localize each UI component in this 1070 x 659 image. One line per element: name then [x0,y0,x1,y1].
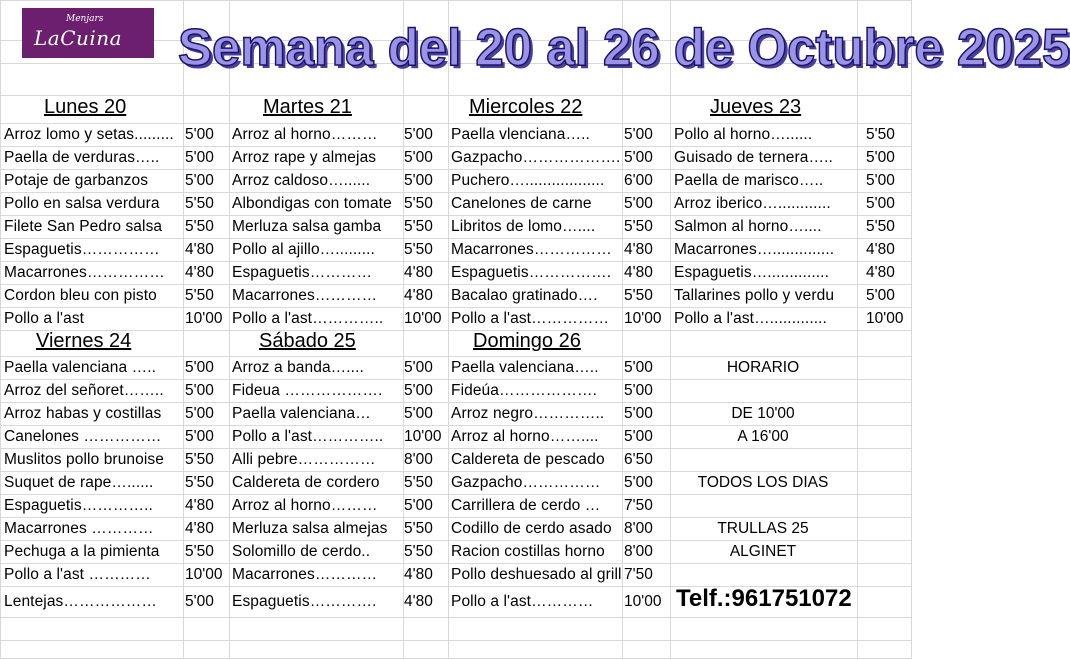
dish-name: Espaguetis…………… [4,241,160,258]
schedule-line: ALGINET [729,543,797,560]
dish-price: 4'80 [404,264,433,281]
dish-price: 8'00 [404,451,433,468]
day-header: Lunes 20 [44,96,127,118]
dish-price: 5'50 [185,543,214,560]
dish-price: 10'00 [404,428,442,445]
dish-price: 4'80 [624,241,653,258]
dish-name: Arroz lomo y setas......... [4,126,174,143]
dish-name: Gazpacho…………… [451,474,601,491]
dish-price: 5'50 [404,520,433,537]
dish-name: Paella de marisco….. [674,172,824,189]
dish-name: Pollo deshuesado al grill [451,566,622,583]
logo-main-text: LaCuina [34,26,123,50]
dish-price: 10'00 [624,310,662,327]
dish-name: Paella vlenciana….. [451,126,590,143]
dish-price: 5'50 [404,218,433,235]
logo-small-text: Menjars [66,14,104,24]
dish-name: Paella valenciana… [232,405,371,422]
dish-name: Paella valenciana….. [451,359,599,376]
dish-price: 4'80 [185,264,214,281]
dish-price: 5'00 [404,172,433,189]
dish-name: Espaguetis………….. [4,497,153,514]
dish-name: Alli pebre…………… [232,451,376,468]
dish-name: Macarrones…………… [451,241,612,258]
dish-price: 5'00 [404,149,433,166]
dish-name: Espaguetis……………. [451,264,612,281]
dish-price: 4'80 [185,241,214,258]
schedule-line: DE 10'00 [731,405,795,422]
dish-name: Solomillo de cerdo.. [232,543,371,560]
schedule-line: HORARIO [726,359,800,376]
dish-name: Merluza salsa almejas [232,520,388,537]
dish-name: Pollo a l'ast [4,310,85,327]
dish-price: 5'50 [185,474,214,491]
dish-name: Filete San Pedro salsa [4,218,163,235]
dish-name: Lentejas……………… [4,593,158,610]
day-header: Viernes 24 [36,330,132,352]
dish-price: 5'00 [185,149,214,166]
dish-name: Macarrones………… [232,566,378,583]
dish-name: Pollo al ajillo…......... [232,241,375,258]
dish-price: 5'00 [185,126,214,143]
dish-name: Arroz del señoret…….. [4,382,164,399]
dish-price: 10'00 [185,310,223,327]
dish-price: 5'50 [185,287,214,304]
dish-name: Guisado de ternera….. [674,149,833,166]
schedule-line: A 16'00 [737,428,789,445]
dish-name: Pollo a l'ast………….. [232,310,384,327]
grid-hline [0,617,912,618]
dish-name: Arroz caldoso…...... [232,172,371,189]
dish-name: Gazpacho………………. [451,149,621,166]
dish-price: 5'00 [624,405,653,422]
dish-name: Macarrones…………… [4,264,165,281]
restaurant-logo [22,8,154,58]
dish-price: 7'50 [624,566,653,583]
dish-price: 4'80 [866,241,895,258]
dish-name: Arroz iberico…............ [674,195,831,212]
dish-price: 5'00 [404,126,433,143]
dish-price: 5'00 [185,593,214,610]
dish-price: 5'50 [624,287,653,304]
dish-price: 5'00 [866,195,895,212]
day-header: Miercoles 22 [469,96,583,118]
grid-hline [0,330,912,331]
dish-name: Libritos de lomo….... [451,218,596,235]
dish-name: Potaje de garbanzos [4,172,149,189]
dish-price: 10'00 [185,566,223,583]
dish-name: Carrillera de cerdo … [451,497,601,514]
dish-name: Espaguetis………… [232,264,373,281]
dish-price: 5'00 [404,359,433,376]
dish-name: Fideúa………………. [451,382,597,399]
dish-name: Muslitos pollo brunoise [4,451,164,468]
dish-price: 7'50 [624,497,653,514]
dish-price: 4'80 [866,264,895,281]
dish-price: 4'80 [624,264,653,281]
dish-name: Macarrones………… [232,287,378,304]
dish-price: 5'50 [866,218,895,235]
dish-name: Espaguetis….............. [674,264,829,281]
dish-price: 5'00 [404,405,433,422]
dish-price: 4'80 [185,520,214,537]
dish-price: 5'00 [866,149,895,166]
dish-price: 5'50 [404,543,433,560]
dish-price: 5'50 [404,195,433,212]
dish-price: 5'50 [404,474,433,491]
dish-name: Macarrones….............. [674,241,835,258]
dish-name: Merluza salsa gamba [232,218,382,235]
dish-name: Caldereta de pescado [451,451,605,468]
dish-name: Pollo al horno…...... [674,126,813,143]
dish-price: 4'80 [185,497,214,514]
dish-name: Suquet de rape…...... [4,474,154,491]
schedule-line: TRULLAS 25 [717,520,809,537]
dish-price: 10'00 [866,310,904,327]
dish-price: 5'50 [404,241,433,258]
dish-name: Albondigas con tomate [232,195,392,212]
dish-price: 5'00 [185,405,214,422]
dish-name: Arroz al horno…….... [451,428,599,445]
dish-name: Bacalao gratinado…. [451,287,598,304]
dish-name: Pechuga a la pimienta [4,543,160,560]
grid-hline [0,0,912,1]
dish-price: 5'50 [866,126,895,143]
dish-name: Arroz a banda….... [232,359,364,376]
dish-name: Arroz negro………….. [451,405,605,422]
dish-name: Puchero….................. [451,172,605,189]
schedule-line: TODOS LOS DIAS [697,474,829,491]
dish-price: 6'50 [624,451,653,468]
dish-name: Canelones …………… [4,428,162,445]
dish-name: Cordon bleu con pisto [4,287,157,304]
dish-name: Arroz al horno……… [232,126,378,143]
dish-name: Pollo a l'ast………… [451,593,594,610]
page-title: Semana del 20 al 26 de Octubre 2025 [178,19,1070,77]
dish-price: 5'00 [624,195,653,212]
day-header: Martes 21 [263,96,352,118]
day-header: Sábado 25 [259,330,356,352]
dish-name: Macarrones ………… [4,520,154,537]
dish-price: 4'80 [404,287,433,304]
dish-price: 5'00 [866,287,895,304]
grid-hline [0,640,912,641]
dish-price: 5'50 [624,218,653,235]
dish-name: Paella de verduras….. [4,149,160,166]
dish-price: 5'00 [624,382,653,399]
dish-name: Espaguetis…………. [232,593,377,610]
dish-name: Pollo a l'ast………….. [232,428,384,445]
dish-price: 5'50 [185,451,214,468]
dish-name: Codillo de cerdo asado [451,520,612,537]
dish-price: 5'00 [624,474,653,491]
phone-number: Telf.:961751072 [676,585,852,612]
dish-price: 5'00 [185,359,214,376]
dish-price: 10'00 [624,593,662,610]
dish-name: Pollo a l'ast…............. [674,310,827,327]
dish-price: 5'00 [185,172,214,189]
dish-price: 5'00 [624,149,653,166]
dish-name: Fideua ………………. [232,382,383,399]
dish-name: Arroz rape y almejas [232,149,377,166]
dish-price: 4'80 [404,566,433,583]
dish-price: 5'00 [624,359,653,376]
dish-price: 5'00 [404,382,433,399]
dish-name: Racion costillas horno [451,543,605,560]
day-header: Jueves 23 [710,96,802,118]
dish-name: Pollo en salsa verdura [4,195,160,212]
dish-price: 5'00 [624,428,653,445]
dish-price: 8'00 [624,543,653,560]
dish-name: Arroz al horno……… [232,497,378,514]
dish-price: 5'00 [185,428,214,445]
dish-name: Caldereta de cordero [232,474,380,491]
dish-name: Pollo a l'ast ………… [4,566,151,583]
dish-name: Canelones de carne [451,195,592,212]
dish-price: 5'00 [866,172,895,189]
dish-name: Pollo a l'ast…………… [451,310,610,327]
dish-price: 5'00 [624,126,653,143]
dish-name: Paella valenciana ….. [4,359,157,376]
dish-name: Arroz habas y costillas [4,405,162,422]
dish-price: 10'00 [404,310,442,327]
dish-price: 5'00 [404,497,433,514]
day-header: Domingo 26 [473,330,581,352]
dish-price: 6'00 [624,172,653,189]
dish-price: 4'80 [404,593,433,610]
dish-price: 5'50 [185,195,214,212]
dish-name: Salmon al horno….... [674,218,822,235]
dish-price: 8'00 [624,520,653,537]
dish-price: 5'00 [185,382,214,399]
dish-price: 5'50 [185,218,214,235]
dish-name: Tallarines pollo y verdu [674,287,835,304]
